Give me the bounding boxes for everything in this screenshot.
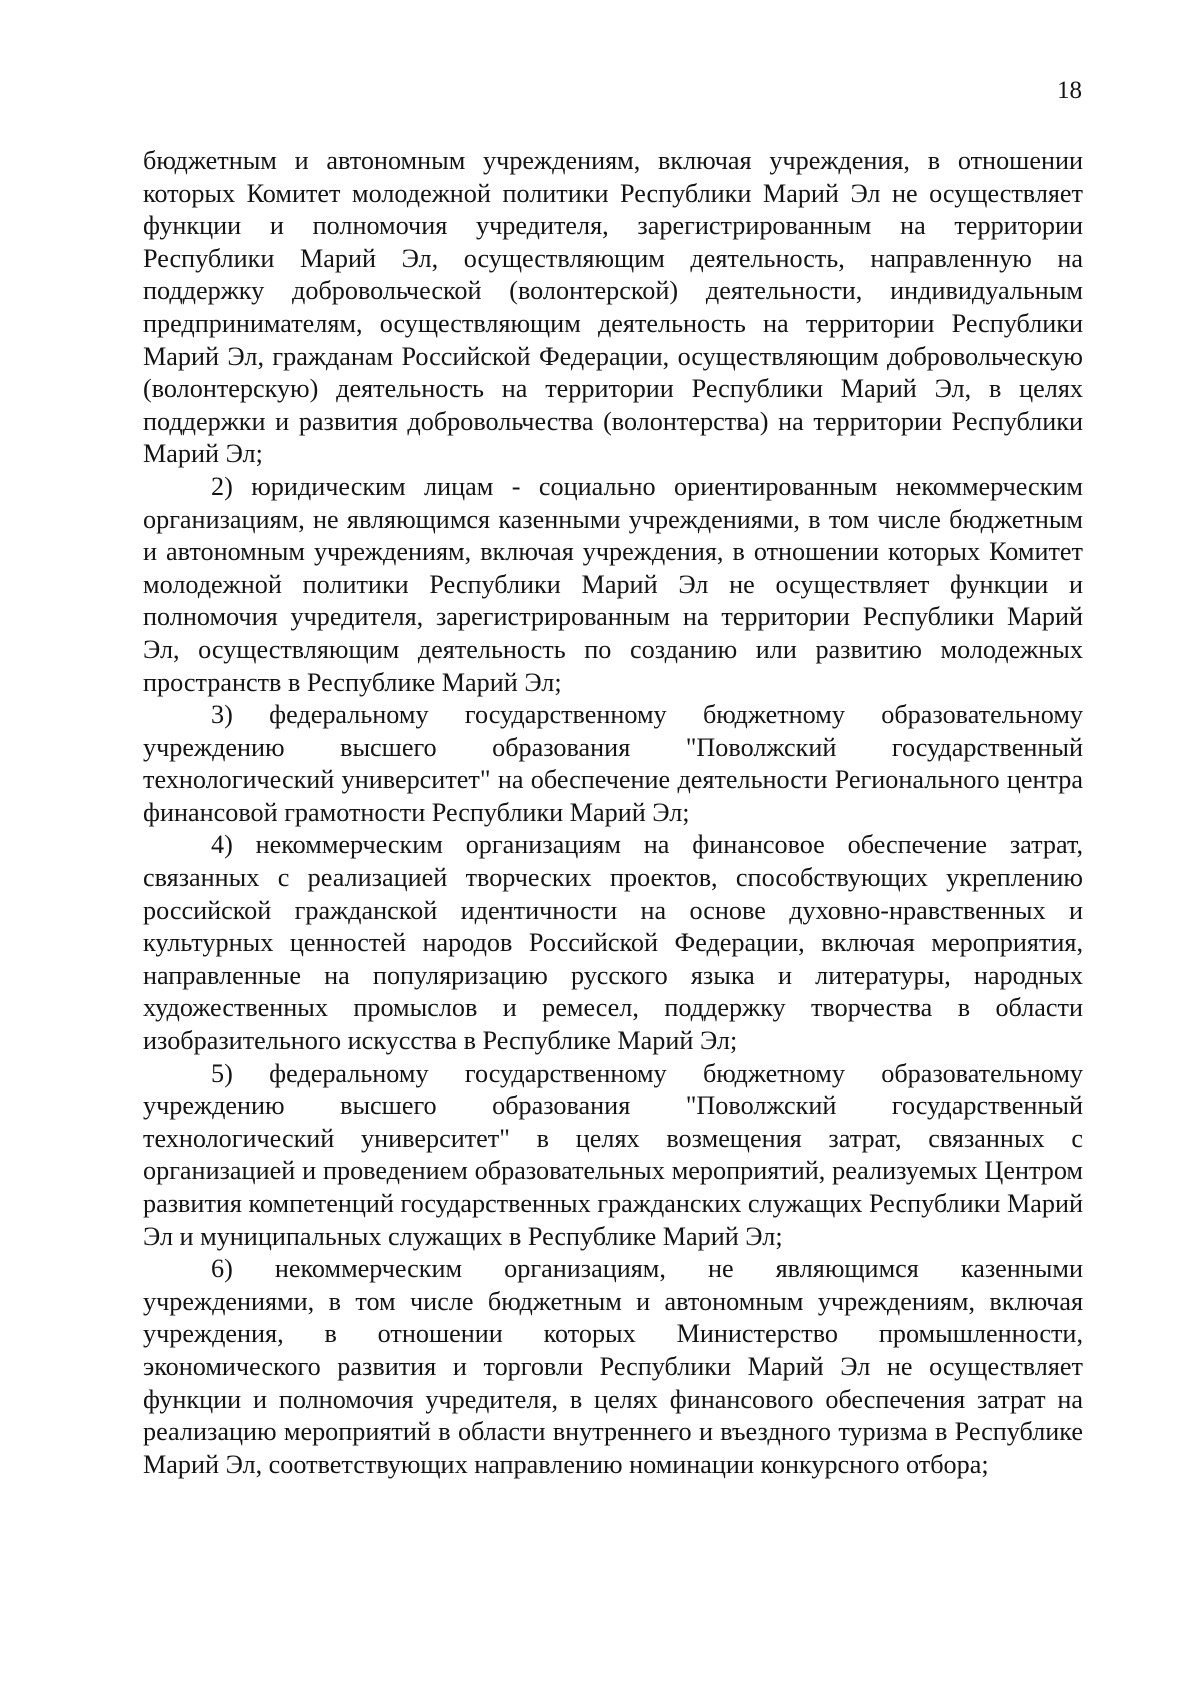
paragraph-item-4: 4) некоммерческим организациям на финансовое обеспечение затрат, связанных с реализацией творческих проектов, способствующих укреплению российской гражданской идентичности на основе духовно-нравственных и культурных ценностей народов Российской Федерации, включая мероприятия, направленные на популяризацию русского языка и литературы, народных художественных промыслов и ремесел, поддержку творчества в области изобразительного искусства в Республике Марий Эл; xyxy=(143,830,1083,1056)
paragraph-continuation: бюджетным и автономным учреждениям, включая учреждения, в отношении которых Комитет молодежной политики Республики Марий Эл не осуществляет функции и полномочия учредителя, зарегистрированным на территории Республики Марий Эл, осуществляющим деятельность, направленную на поддержку добровольческой (волонтерской) деятельности, индивидуальным предпринимателям, осуществляющим деятельность на территории Республики Марий Эл, гражданам Российской Федерации, осуществляющим добровольческую (волонтерскую) деятельность на территории Республики Марий Эл, в целях поддержки и развития добровольчества (волонтерства) на территории Республики Марий Эл; xyxy=(143,146,1083,469)
page-number: 18 xyxy=(1057,77,1082,104)
paragraph-item-6: 6) некоммерческим организациям, не являющимся казенными учреждениями, в том числе бюджетным и автономным учреждениям, включая учреждения, в отношении которых Министерство промышленности, экономического развития и торговли Республики Марий Эл не осуществляет функции и полномочия учредителя, в целях финансового обеспечения затрат на реализацию мероприятий в области внутреннего и въездного туризма в Республике Марий Эл, соответствующих направлению номинации конкурсного отбора; xyxy=(143,1254,1083,1479)
paragraph-item-5: 5) федеральному государственному бюджетному образовательному учреждению высшего образования "Поволжский государственный технологический университет" в целях возмещения затрат, связанных с организацией и проведением образовательных мероприятий, реализуемых Центром развития компетенций государственных гражданских служащих Республики Марий Эл и муниципальных служащих в Республике Марий Эл; xyxy=(143,1058,1083,1251)
paragraph-item-3: 3) федеральному государственному бюджетному образовательному учреждению высшего образования "Поволжский государственный технологический университет" на обеспечение деятельности Регионального центра финансовой грамотности Республики Марий Эл; xyxy=(143,700,1083,827)
document-body xyxy=(143,145,1083,1481)
paragraph-item-2: 2) юридическим лицам - социально ориентированным некоммерческим организациям, не являющимся казенными учреждениями, в том числе бюджетным и автономным учреждениям, включая учреждения, в отношении которых Комитет молодежной политики Республики Марий Эл не осуществляет функции и полномочия учредителя, зарегистрированным на территории Республики Марий Эл, осуществляющим деятельность по созданию или развитию молодежных пространств в Республике Марий Эл; xyxy=(143,471,1083,697)
